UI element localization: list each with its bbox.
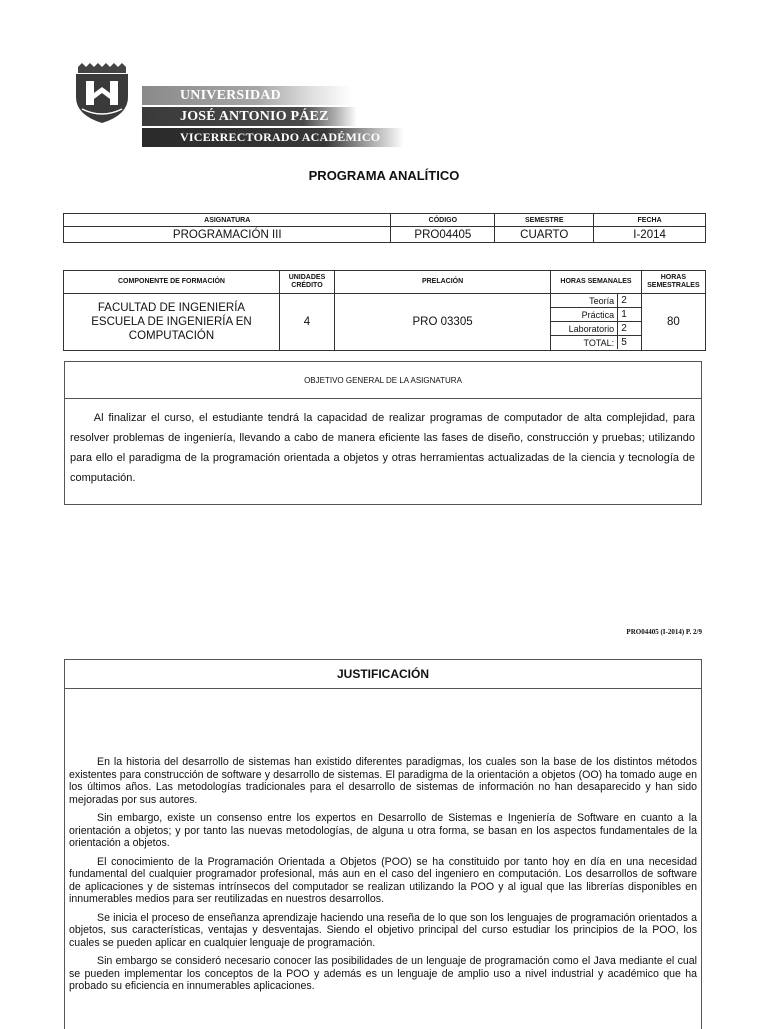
header-asignatura: ASIGNATURA (64, 214, 391, 227)
hours-total-value: 5 (621, 337, 627, 348)
hours-label: Práctica (551, 308, 618, 322)
header-horas-semestrales: HORAS SEMESTRALES (641, 271, 705, 294)
hours-label: Teoría (551, 294, 618, 308)
course-table (63, 213, 706, 243)
value-prelacion: PRO 03305 (334, 294, 550, 351)
objective-box (64, 361, 702, 505)
university-shield-icon (74, 63, 130, 123)
justification-paragraph: Sin embargo, existe un consenso entre los expertos en Desarrollo de Sistemas e Ingeniería de Software en cuanto a la orientación a objetos; y por tanto las nuevas metodologías, de alguna u otra forma, se basan en los aspectos fundamentales de la orientación a objetos. (69, 812, 697, 849)
hours-value: 2 (618, 322, 641, 336)
justification-paragraph: Se inicia el proceso de enseñanza aprendizaje haciendo una reseña de lo que son los lenguajes de programación orientados a objetos, sus características, ventajas y desventajas. Siendo el objetivo principal del curso estudiar los principios de la POO, los cuales se pueden aplicar en cualquier lenguaje de programación. (69, 911, 697, 949)
header-prelacion: PRELACIÓN (334, 271, 550, 294)
value-asignatura: PROGRAMACIÓN III (64, 227, 391, 243)
value-semestre: CUARTO (495, 227, 594, 243)
justification-paragraph: En la historia del desarrollo de sistemas han existido diferentes paradigmas, los cuales son la base de los distintos métodos existentes para construcción de software y desarrollo de sistemas. El paradigma de la orientación a objetos (OO) ha tomado auge en los últimos años. Las metodologías tradicionales para el desarrollo de sistemas de información no han desaparecido y han sido mejoradas por sus autores. (69, 756, 697, 806)
objective-text (70, 408, 695, 488)
hours-label: Laboratorio (551, 322, 618, 336)
header-semestre: SEMESTRE (495, 214, 594, 227)
value-componente: FACULTAD DE INGENIERÍA ESCUELA DE INGENIERÍA EN COMPUTACIÓN (64, 294, 280, 351)
header-horas-semanales: HORAS SEMANALES (551, 271, 642, 294)
weekly-hours-cell (551, 294, 642, 351)
header-componente: COMPONENTE DE FORMACIÓN (64, 271, 280, 294)
hours-value: 1 (618, 308, 641, 322)
justification-paragraph: Sin embargo se consideró necesario conocer las posibilidades de un lenguaje de programación como el Java mediante el cual se pueden implementar los conceptos de la POO y además es un lenguaje de amplio uso a nivel industrial y académico que ha probado su eficiencia en innumerables aplicaciones. (69, 955, 697, 992)
header-university-name: JOSÉ ANTONIO PÁEZ (142, 107, 357, 126)
header-fecha: FECHA (594, 214, 706, 227)
university-logo (74, 63, 130, 123)
objective-body: Al finalizar el curso, el estudiante tendrá la capacidad de realizar programas de computador de alta complejidad, para resolver problemas de ingeniería, llevando a cabo de manera eficiente las fases de diseño, construcción y pruebas; utilizando para ello el paradigma de la programación orientada a objetos y otras herramientas actualizadas de la ciencia y tecnología de computación. (70, 412, 696, 484)
hours-total-label: TOTAL: (551, 336, 618, 350)
value-unidades: 4 (279, 294, 334, 351)
justification-paragraph: El conocimiento de la Programación Orientada a Objetos (POO) se ha constituido por tanto hoy en día en una necesidad fundamental del cualquier programador profesional, más aun en el caso del ingeniero en computación. Los desarrollos de software de aplicaciones y de sistemas intrínsecos del computador se realizan utilizando la POO y al igual que las librerías disponibles en innumerables medios para ser reutilizadas en nuestros desarrollos. (69, 855, 697, 905)
justification-box (64, 659, 702, 1029)
justification-body (69, 756, 697, 999)
header-codigo: CÓDIGO (391, 214, 495, 227)
hours-value: 2 (618, 294, 641, 308)
component-table (63, 270, 706, 351)
header-vicerrectorado: VICERRECTORADO ACADÉMICO (142, 128, 404, 147)
value-fecha: I-2014 (594, 227, 706, 243)
value-codigo: PRO04405 (391, 227, 495, 243)
header-university: UNIVERSIDAD (142, 86, 352, 105)
justification-heading: JUSTIFICACIÓN (65, 660, 701, 689)
page-title: PROGRAMA ANALÍTICO (308, 168, 460, 183)
header-unidades: UNIDADES CRÉDITO (279, 271, 334, 294)
page-reference: PRO04405 (I-2014) P. 2/9 (626, 628, 702, 636)
value-horas-semestrales: 80 (641, 294, 705, 351)
objective-heading: OBJETIVO GENERAL DE LA ASIGNATURA (65, 362, 701, 399)
